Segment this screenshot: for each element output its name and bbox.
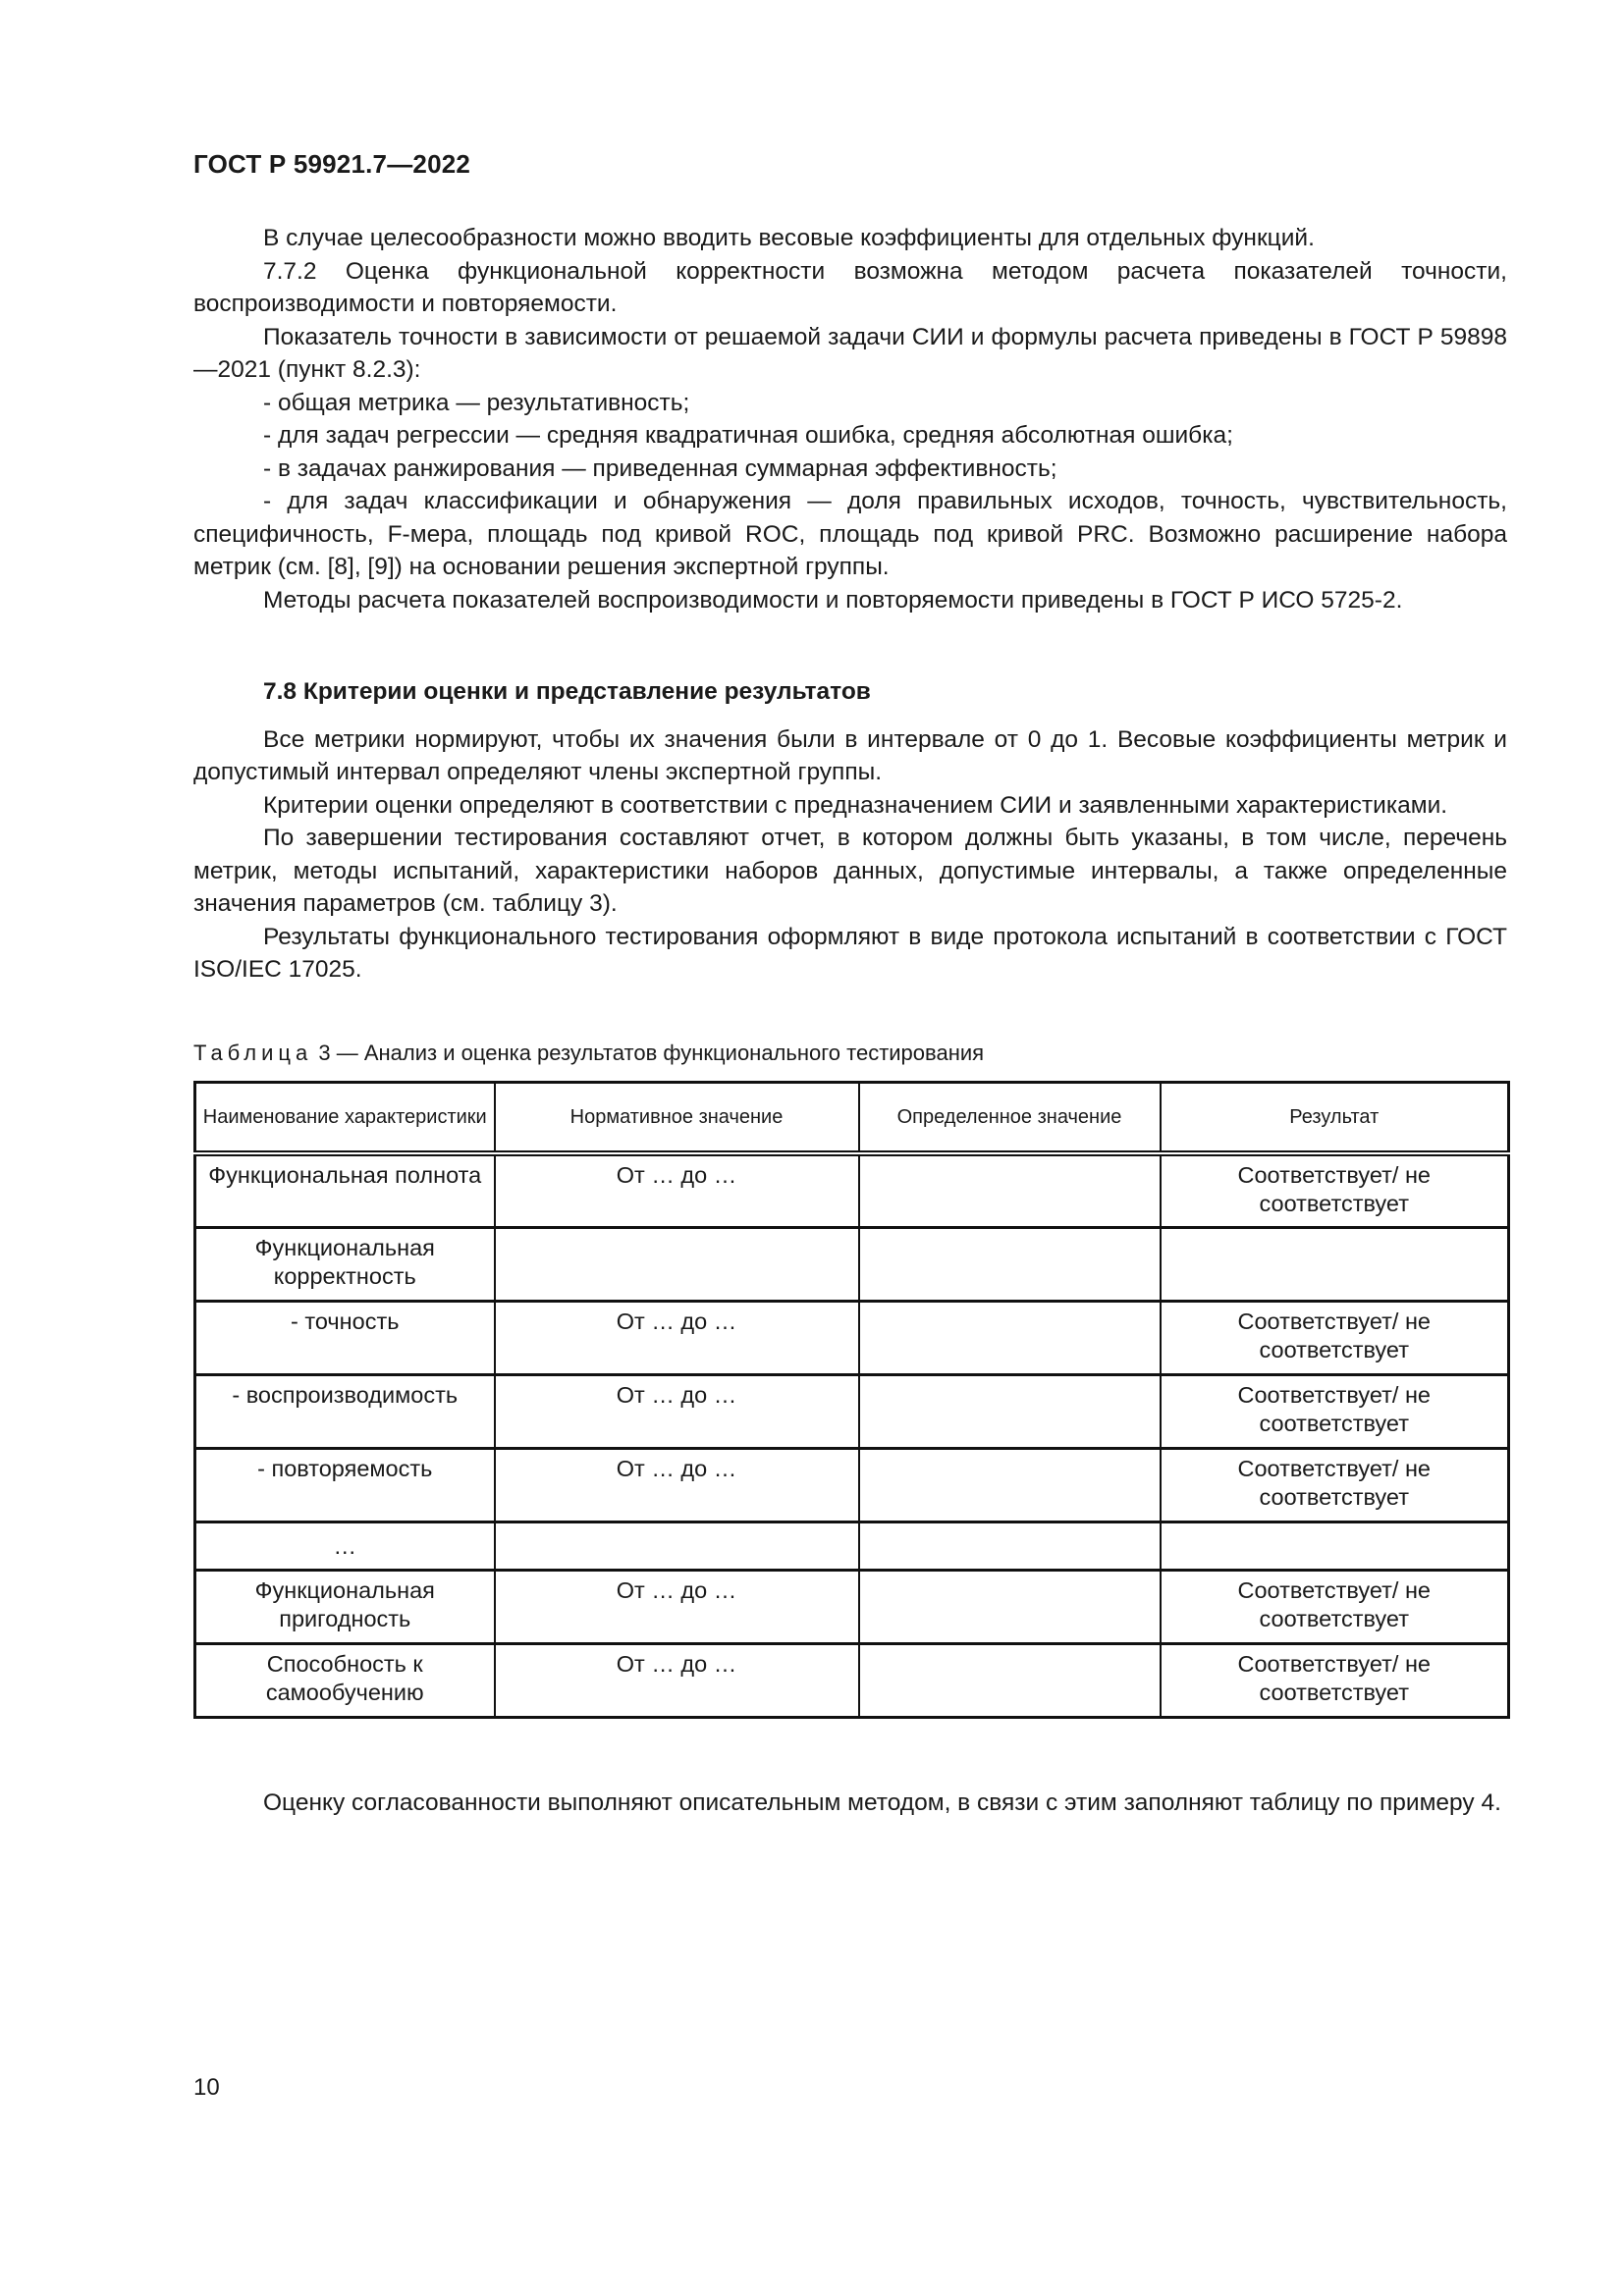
table-row: [195, 1227, 1509, 1301]
cell-result: Соответствует/ не соответствует: [1161, 1301, 1509, 1374]
document-header-id: ГОСТ Р 59921.7—2022: [193, 149, 471, 179]
table-row: [195, 1522, 1509, 1570]
header-normative: Нормативное значение: [495, 1083, 859, 1154]
table-row: [195, 1153, 1509, 1227]
table-row: [195, 1448, 1509, 1522]
table-caption-label: Таблица: [193, 1041, 313, 1065]
cell-result: Соответствует/ не соответствует: [1161, 1570, 1509, 1643]
header-determined: Определенное значение: [859, 1083, 1161, 1154]
header-result: Результат: [1161, 1083, 1509, 1154]
cell-name: Функциональная корректность: [195, 1227, 495, 1301]
cell-result: [1161, 1227, 1509, 1301]
table-row: [195, 1374, 1509, 1448]
page-number: 10: [193, 2074, 220, 2101]
cell-normative: От … до …: [495, 1153, 859, 1227]
section-7-7: [193, 222, 1507, 616]
cell-name: - повторяемость: [195, 1448, 495, 1522]
cell-normative: От … до …: [495, 1448, 859, 1522]
paragraph-7-7-2: 7.7.2 Оценка функциональной корректности возможна методом расчета показателей точности, воспроизводимости и повторяемости.: [193, 257, 1507, 317]
paragraph: В случае целесообразности можно вводить весовые коэффициенты для отдельных функций.: [263, 225, 1315, 251]
cell-normative: [495, 1227, 859, 1301]
cell-determined: [859, 1153, 1161, 1227]
cell-name: - воспроизводимость: [195, 1374, 495, 1448]
list-item: - для задач регрессии — средняя квадратичная ошибка, средняя абсолютная ошибка;: [263, 422, 1233, 449]
table-row: [195, 1643, 1509, 1717]
cell-determined: [859, 1448, 1161, 1522]
list-item: - общая метрика — результативность;: [263, 389, 690, 416]
paragraph: Показатель точности в зависимости от решаемой задачи СИИ и формулы расчета приведены в ГОСТ Р 59898—2021 (пункт 8.2.3):: [193, 323, 1507, 383]
paragraph: Все метрики нормируют, чтобы их значения были в интервале от 0 до 1. Весовые коэффициенты метрик и допустимый интервал определяют члены экспертной группы.: [193, 725, 1507, 785]
cell-name: Способность к самообучению: [195, 1643, 495, 1717]
cell-determined: [859, 1227, 1161, 1301]
table-3: [193, 1081, 1510, 1719]
cell-determined: [859, 1570, 1161, 1643]
cell-normative: От … до …: [495, 1301, 859, 1374]
cell-result: Соответствует/ не соответствует: [1161, 1448, 1509, 1522]
list-item: - в задачах ранжирования — приведенная суммарная эффективность;: [263, 454, 1057, 482]
table-caption: [193, 1041, 984, 1066]
cell-determined: [859, 1374, 1161, 1448]
section-7-8: [193, 675, 1507, 987]
cell-name: …: [195, 1522, 495, 1570]
cell-result: Соответствует/ не соответствует: [1161, 1374, 1509, 1448]
paragraph: По завершении тестирования составляют отчет, в котором должны быть указаны, в том числе, перечень метрик, методы испытаний, характеристики наборов данных, допустимые интервалы, а также определенные значения параметров (см. таблицу 3).: [193, 825, 1507, 917]
cell-name: - точность: [195, 1301, 495, 1374]
paragraph: Оценку согласованности выполняют описательным методом, в связи с этим заполняют таблицу по примеру 4.: [263, 1789, 1501, 1816]
cell-normative: От … до …: [495, 1374, 859, 1448]
paragraph: Критерии оценки определяют в соответствии с предназначением СИИ и заявленными характеристиками.: [263, 791, 1448, 819]
table-header-row: [195, 1083, 1509, 1154]
cell-determined: [859, 1522, 1161, 1570]
cell-determined: [859, 1643, 1161, 1717]
table-caption-text: 3 — Анализ и оценка результатов функционального тестирования: [312, 1041, 985, 1065]
cell-normative: [495, 1522, 859, 1570]
table-row: [195, 1301, 1509, 1374]
cell-name: Функциональная пригодность: [195, 1570, 495, 1643]
after-table-text: [193, 1787, 1507, 1820]
cell-normative: От … до …: [495, 1570, 859, 1643]
cell-normative: От … до …: [495, 1643, 859, 1717]
table-row: [195, 1570, 1509, 1643]
cell-result: Соответствует/ не соответствует: [1161, 1153, 1509, 1227]
list-item: - для задач классификации и обнаружения — доля правильных исходов, точность, чувствительность, специфичность, F-мера, площадь под кривой ROC, площадь под кривой PRC. Возможно расширение набора метрик (см. [8], [9]) на основании решения экспертной группы.: [193, 488, 1507, 580]
header-characteristic: Наименование характеристики: [195, 1083, 495, 1154]
cell-determined: [859, 1301, 1161, 1374]
cell-result: [1161, 1522, 1509, 1570]
paragraph: Результаты функционального тестирования оформляют в виде протокола испытаний в соответствии с ГОСТ ISO/IEC 17025.: [193, 923, 1507, 983]
cell-name: Функциональная полнота: [195, 1153, 495, 1227]
section-heading: 7.8 Критерии оценки и представление результатов: [263, 678, 871, 705]
paragraph: Методы расчета показателей воспроизводимости и повторяемости приведены в ГОСТ Р ИСО 5725-2.: [263, 586, 1403, 614]
cell-result: Соответствует/ не соответствует: [1161, 1643, 1509, 1717]
